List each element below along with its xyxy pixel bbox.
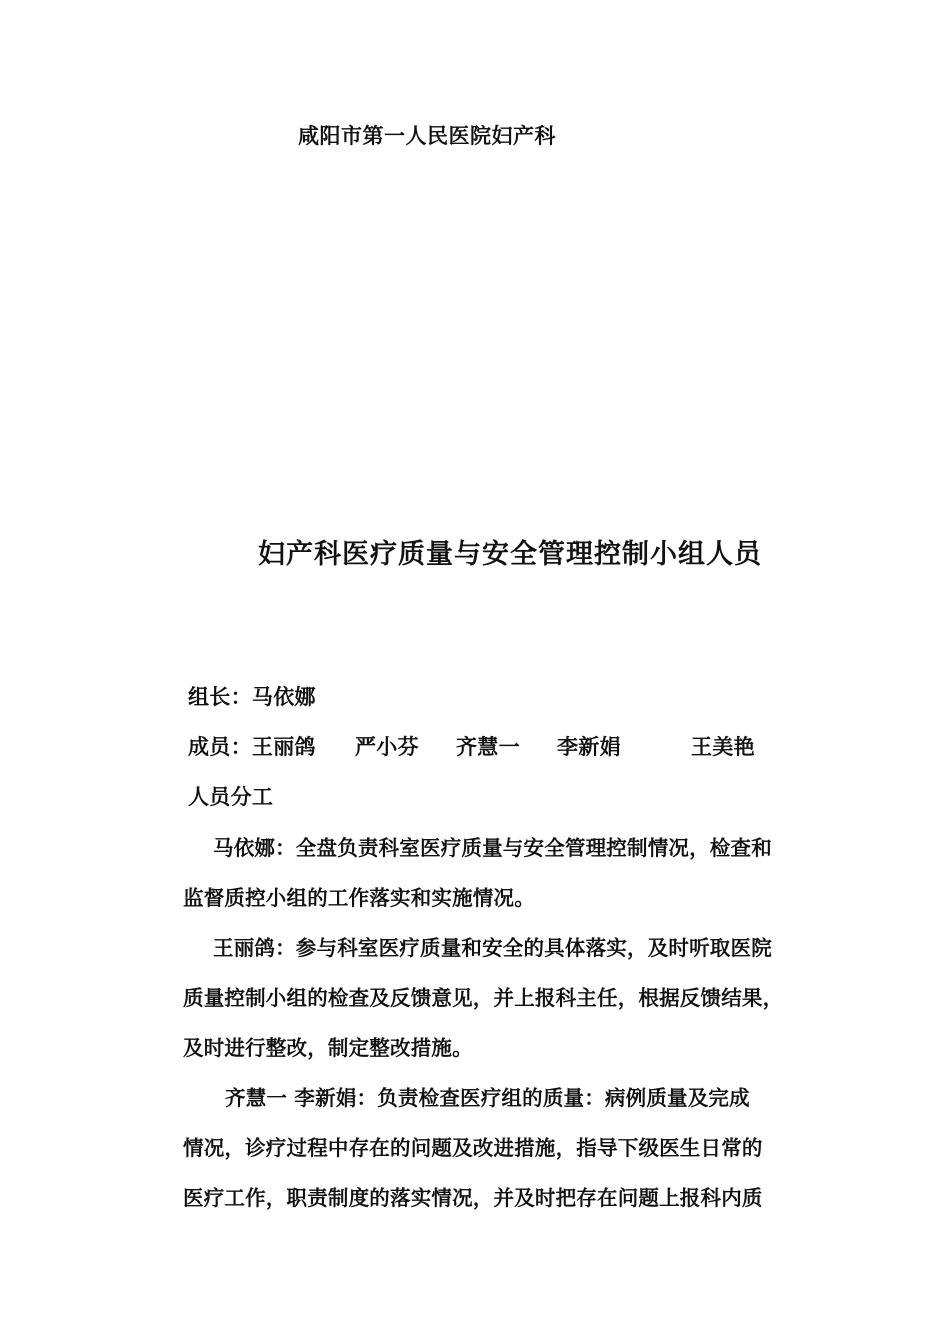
paragraph-line: 王丽鸽：参与科室医疗质量和安全的具体落实，及时听取医院 [213,936,772,960]
hospital-name: 咸阳市第一人民医院妇产科 [298,124,556,148]
member-name: 李新娟 [557,735,621,759]
members-label: 成员：王丽鸽 [188,735,316,759]
member-name: 王美艳 [691,735,755,759]
member-name: 严小芬 [355,735,419,759]
paragraph-line: 情况，诊疗过程中存在的问题及改进措施，指导下级医生日常的 [183,1136,763,1160]
paragraph-line: 及时进行整改，制定整改措施。 [183,1036,473,1060]
team-leader-line: 组长：马依娜 [188,685,316,709]
member-name: 齐慧一 [456,735,520,759]
paragraph-line: 监督质控小组的工作落实和实施情况。 [183,886,535,910]
division-heading: 人员分工 [188,785,274,809]
paragraph-line: 马依娜：全盘负责科室医疗质量与安全管理控制情况，检查和 [213,836,772,860]
paragraph-line: 齐慧一 李新娟：负责检查医疗组的质量：病例质量及完成 [225,1086,750,1110]
document-title: 妇产科医疗质量与安全管理控制小组人员 [258,539,762,570]
paragraph-line: 质量控制小组的检查及反馈意见，并上报科主任，根据反馈结果， [183,986,784,1010]
paragraph-line: 医疗工作，职责制度的落实情况，并及时把存在问题上报科内质 [183,1186,763,1210]
